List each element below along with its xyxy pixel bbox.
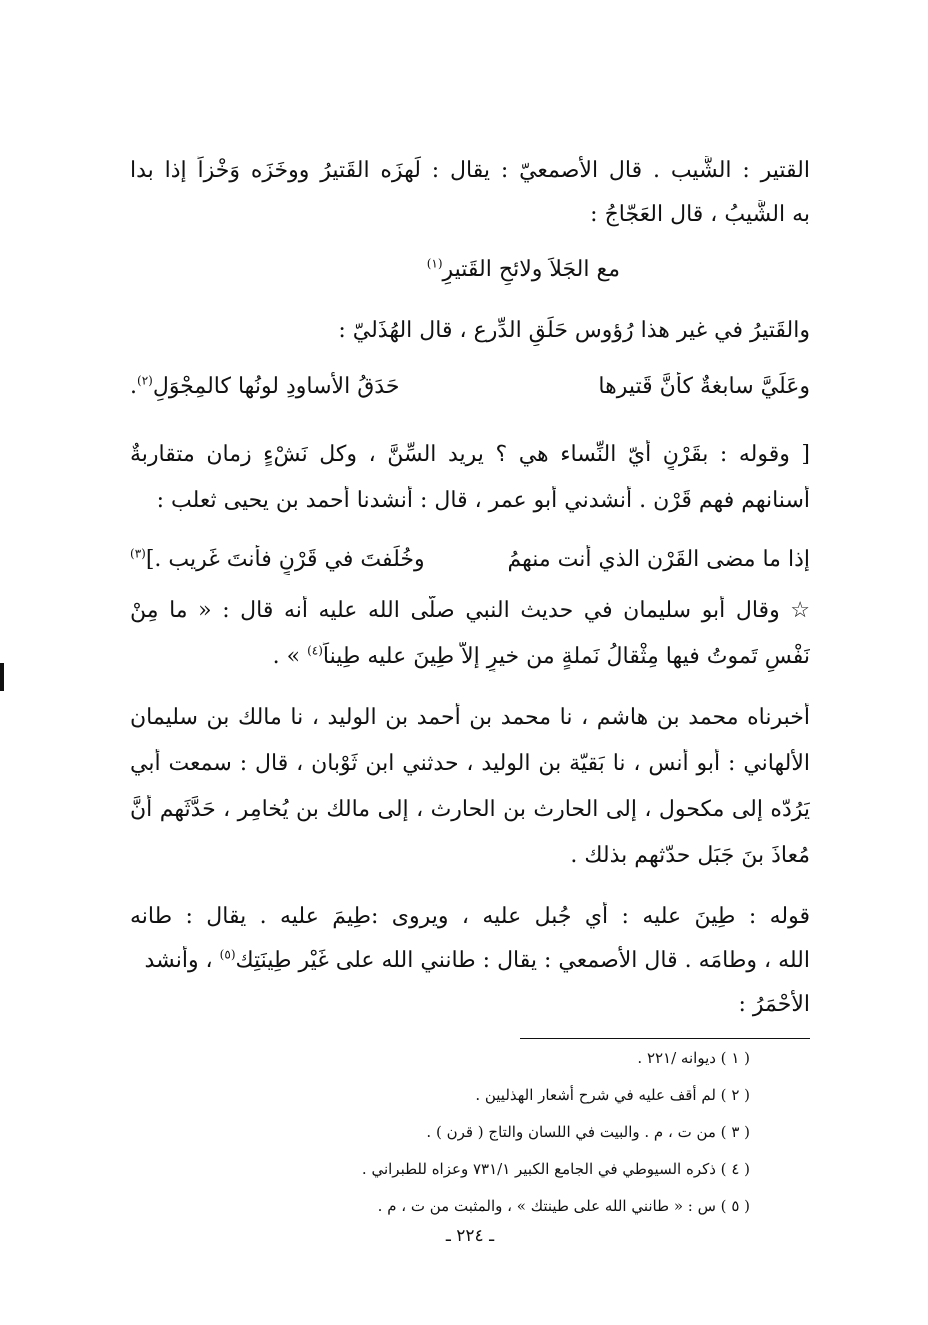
paragraph-6-line-2-end: ، وأنشد <box>144 948 213 973</box>
paragraph-6-line-3: الأَحْمَرُ : <box>738 992 810 1017</box>
footnote-ref-1: (١) <box>426 256 443 271</box>
verse-2 <box>130 372 810 402</box>
paragraph-6-line-1: قوله : طِينَ عليه : أي جُبل عليه ، ويروى :طِيمَ عليه . يقال : طانه <box>130 904 810 929</box>
verse-2-second-hemistich: حَدَقُ الأساودِ لونُها كالمِجْوَلِ <box>152 374 400 399</box>
footnote-ref-3: (٣) <box>130 546 146 561</box>
paragraph-5-line-4: مُعاذَ بنَ جَبَل حدّثهم بذلك . <box>570 843 810 868</box>
paragraph-6-line-2 <box>130 946 810 976</box>
paragraph-6-line-2-text: الله ، وطامَه . قال الأصمعي : يقال : طانني الله على غَيْر طِينَتِك <box>235 948 810 973</box>
paragraph-1-line-1: القتير : الشَّيب . قال الأصمعيّ : يقال : لَهزَه القَتيرُ ووخَزَه وَخْزاً إذا بدا <box>130 158 810 183</box>
footnote-ref-4: (٤) <box>307 643 323 658</box>
verse-1-text: مع الجَلاَ ولائحِ القَتيرِ <box>442 257 620 282</box>
footnote-ref-2: (٢) <box>137 373 153 388</box>
paragraph-5-line-3: يَرُدّه إلى مكحول ، إلى الحارث بن الحارث ، إلى مالك بن يُخامِر ، حَدَّثَهم أَنَّ <box>130 797 810 822</box>
paragraph-1-line-2: به الشَّيبُ ، قال العَجّاجُ : <box>590 202 810 227</box>
paragraph-4-line-1: ☆ وقال أبو سليمان في حديث النبي صلّى الله عليه أنه قال : « ما مِنْ <box>130 598 810 623</box>
paragraph-5-line-2: الألهاني : أبو أنس ، نا بَقيّة بن الوليد ، حدثني ابن ثَوْبان ، قال : سمعت أَبي <box>130 751 810 776</box>
paragraph-2-line-1: والقَتيرُ في غير هذا رُؤوس حَلَقِ الدِّرع ، قال الهُذَليّ : <box>338 318 810 343</box>
paragraph-5-line-1: أخبرناه محمد بن هاشم ، نا محمد بن أحمد بن الوليد ، نا مالك بن سليمان <box>130 705 810 730</box>
footnote-5: ( ٥ ) س : « طانني الله على طينتك » ، والمثبت من ت ، م . <box>377 1197 750 1215</box>
verse-2-end: . <box>130 374 137 399</box>
verse-1 <box>300 255 620 285</box>
paragraph-3-line-2: أسنانهم فهم قَرْن . أنشدني أبو عمر ، قال : أنشدنا أحمد بن يحيى ثعلب : <box>156 488 810 513</box>
verse-3 <box>130 545 810 575</box>
verse-3-first-hemistich: إذا ما مضى القَرْن الذي أنت منهمُ <box>507 547 810 572</box>
verse-2-second-hemistich-wrap <box>130 372 399 402</box>
footnote-separator <box>520 1038 810 1039</box>
paragraph-4-line-2 <box>130 642 810 672</box>
verse-2-first-hemistich: وعَلَيَّ سابغةٌ كأنَّ قَتيرها <box>598 374 810 399</box>
verse-3-second-hemistich: وخُلِّفتَ في قَرْنٍ فأنتَ غَريب .] <box>145 547 425 572</box>
scan-edge-mark <box>0 663 4 691</box>
paragraph-3-line-1: [ وقوله : بقَرْنٍ أيّ النِّساء هي ؟ يريد السِّنَّ ، وكل نَشْءٍ زمان متقاربةٌ <box>130 442 810 467</box>
paragraph-4-line-2-text: نَفْسٍ تَموتُ فيها مِثْقالُ نَملةٍ من خيرٍ إلاّ طِينَ عليه طِيناً <box>322 644 810 669</box>
footnote-4: ( ٤ ) ذكره السيوطي في الجامع الكبير ٧٣١/١ وعزاه للطبراني . <box>361 1160 750 1178</box>
footnote-2: ( ٢ ) لم أقف عليه في شرح أشعار الهذليين . <box>475 1086 750 1104</box>
footnote-ref-5: (٥) <box>219 947 236 962</box>
footnote-3: ( ٣ ) من ت ، م . والبيت في اللسان والتاج ( قرن ) . <box>426 1123 750 1141</box>
verse-3-second-hemistich-wrap <box>130 545 425 575</box>
paragraph-4-end: » . <box>272 644 301 669</box>
footnote-1: ( ١ ) ديوانه /٢٢١ . <box>637 1049 750 1067</box>
page-number: ـ ٢٢٤ ـ <box>445 1226 495 1246</box>
